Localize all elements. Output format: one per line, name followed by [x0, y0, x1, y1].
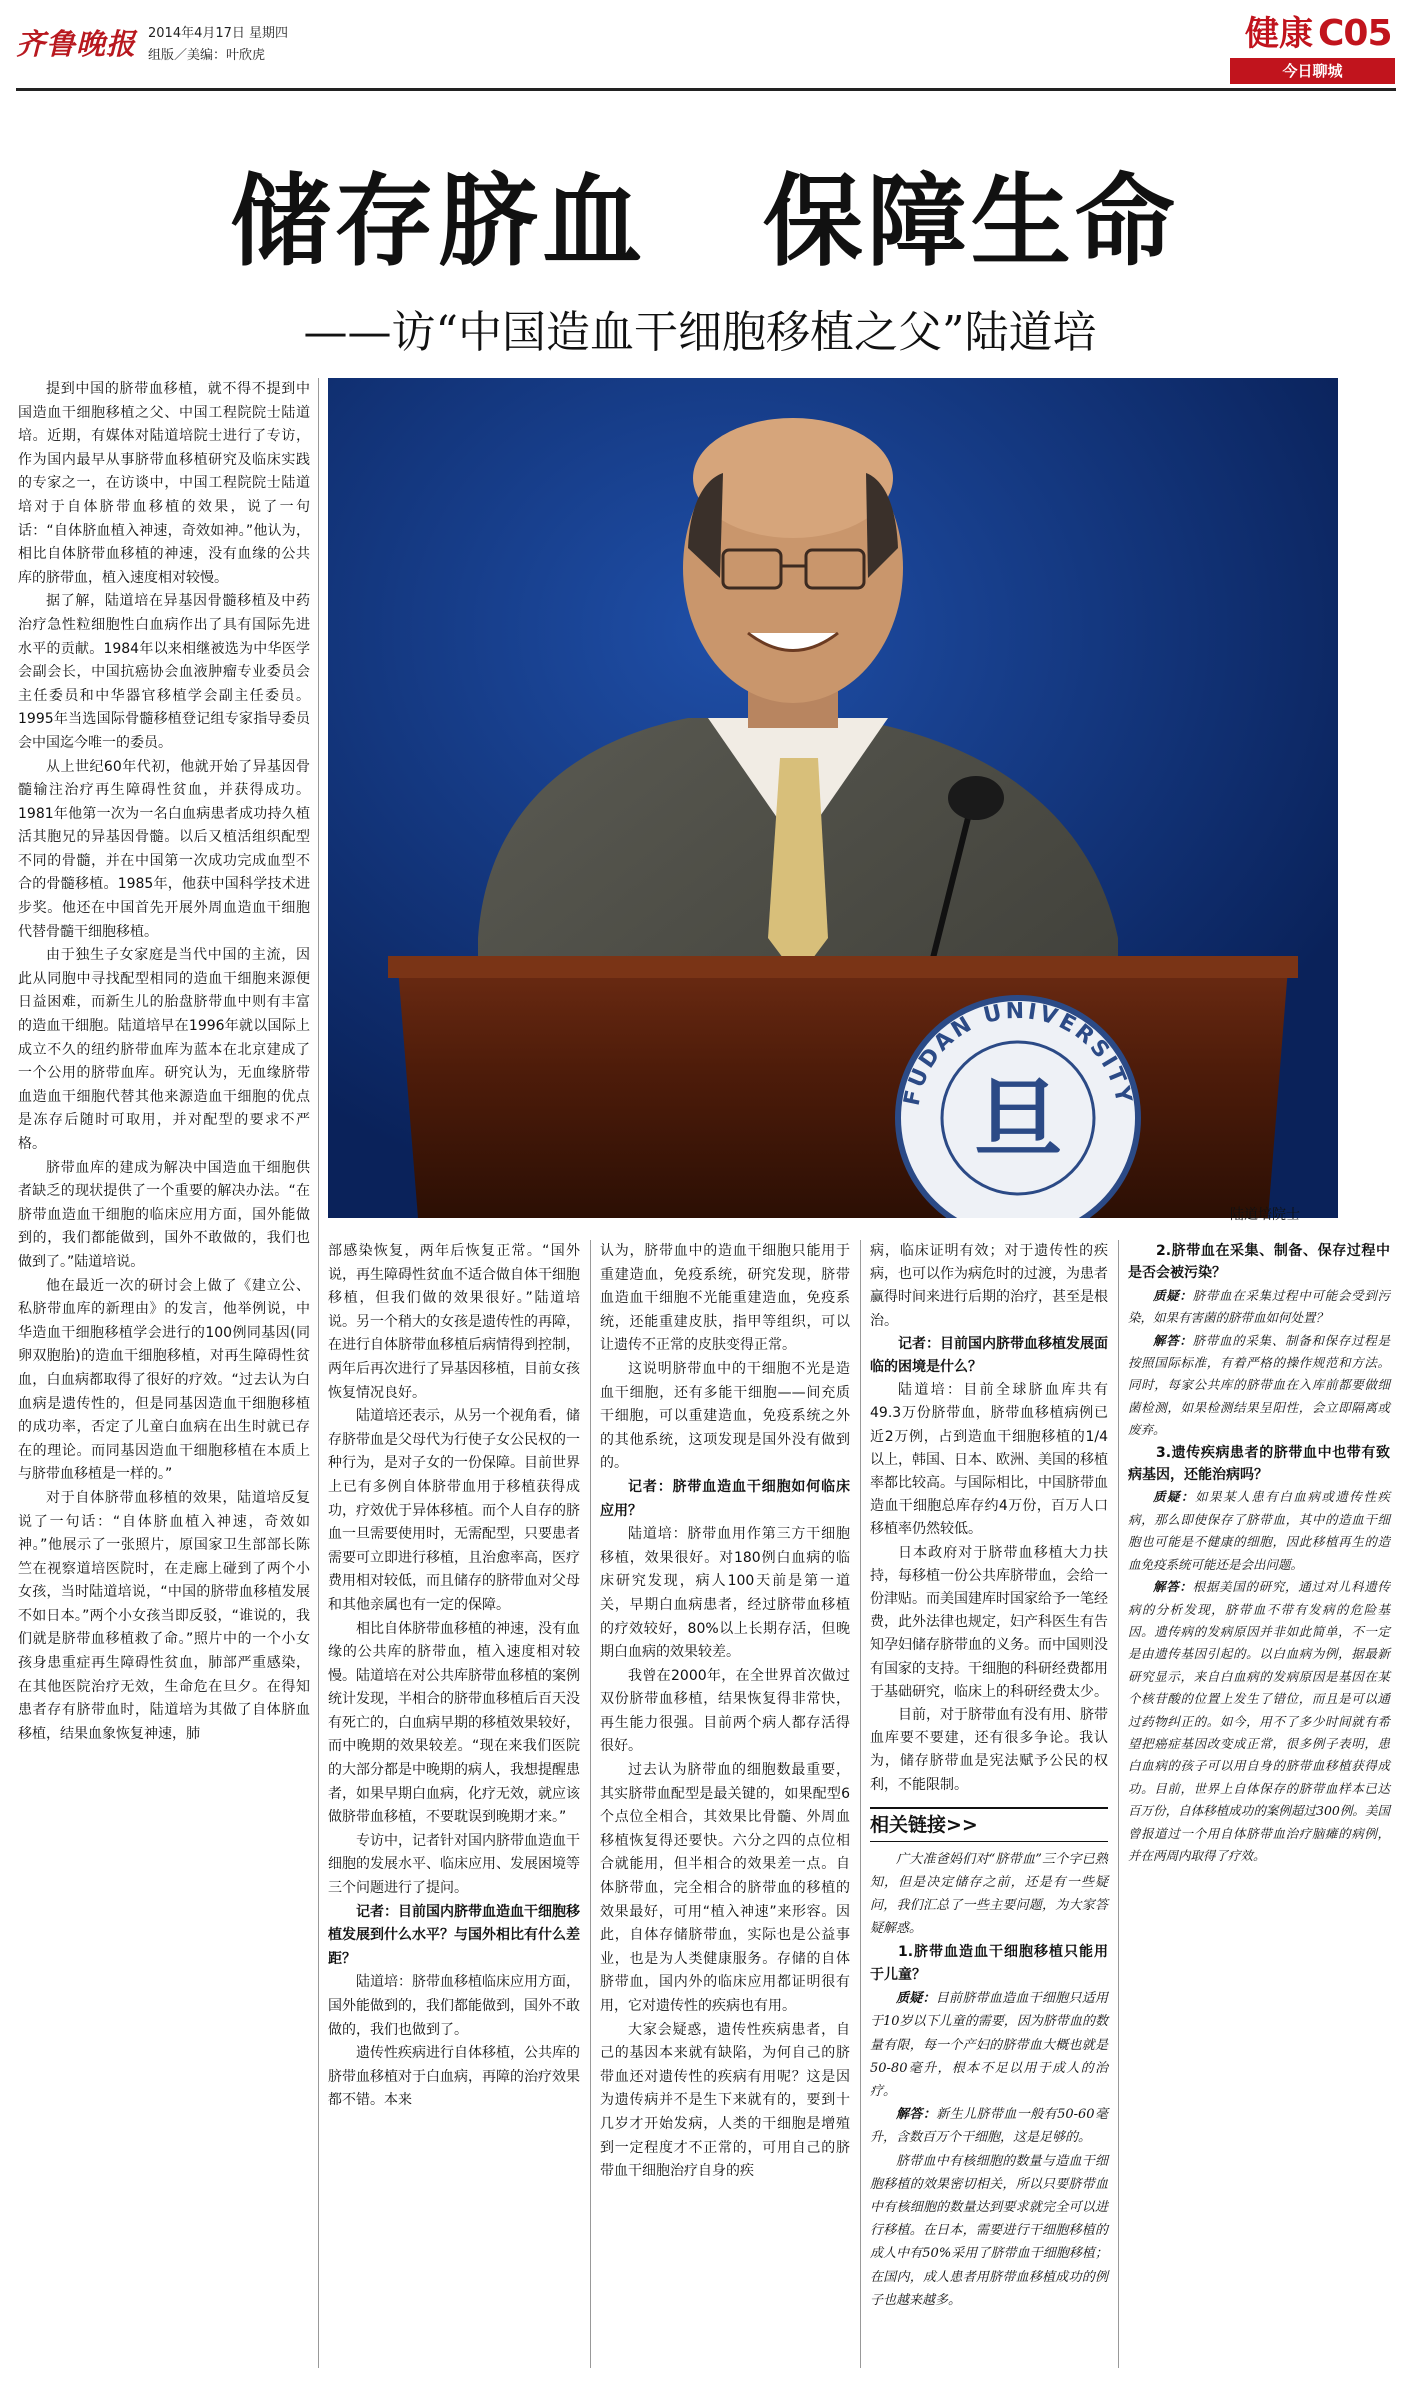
interview-question: 记者：脐带血造血干细胞如何临床应用？ [600, 1478, 850, 1519]
faq-label: 质疑： [1153, 1287, 1193, 1303]
column-divider [318, 378, 319, 2368]
paragraph: 这说明脐带血中的干细胞不光是造血干细胞，还有多能干细胞——间充质干细胞，可以重建造血，免疫系统之外的其他系统，这项发现是国外没有做到的。 [600, 1360, 850, 1472]
paragraph: 对于自体脐带血移植的效果，陆道培反复说了一句话：“自体脐血植入神速，奇效如神。”他展示了一张照片，原国家卫生部部长陈竺在视察道培医院时，在走廊上碰到了两个小女孩，当时陆道培说，“中国的脐带血移植发展不如日本。”两个小女孩当即反驳，“谁说的，我们就是脐带血移植救了命。”照片中的一个小女孩身患重症再生障碍性贫血，肺部严重感染，在其他医院治疗无效，生命危在旦夕。在得知患者存有脐带血时，陆道培为其做了自体脐血移植，结果血象恢复神速，肺 [18, 1489, 310, 1742]
seal-text: FUDAN UNIVERSITY [899, 998, 1137, 1108]
paragraph: 陆道培还表示，从另一个视角看，储存脐带血是父母代为行使子女公民权的一种行为，是对子女的一份保障。目前世界上已有多例自体脐带血用于移植获得成功，疗效优于异体移植。而个人自存的脐血一旦需要使用时，无需配型，只要患者需要可立即进行移植，且治愈率高，医疗费用相对较低，而且储存的脐带血对父母和其他亲属也有一定的保障。 [328, 1408, 580, 1613]
paragraph: 从上世纪60年代初，他就开始了异基因骨髓输注治疗再生障碍性贫血，并获得成功。1981年他第一次为一名白血病患者成功持久植活其胞兄的异基因骨髓。以后又植活组织配型不同的骨髓，并在中国第一次成功完成血型不合的骨髓移植。1985年，他获中国科学技术进步奖。他还在中国首先开展外周血造血干细胞代替骨髓干细胞移植。 [18, 758, 310, 940]
paragraph: 我曾在2000年，在全世界首次做过双份脐带血移植，结果恢复得非常快，再生能力很强。目前两个病人都存活得很好。 [600, 1667, 850, 1755]
interview-question: 记者：目前国内脐带血移植发展面临的困境是什么？ [870, 1335, 1108, 1376]
faq-text: 根据美国的研究，通过对儿科遗传病的分析发现，脐带血不带有发病的危险基因。遗传病的发病原因并非如此简单，不一定是由遗传基因引起的。以白血病为例，据最新研究显示，来自白血病的发病原因是基因在某个核苷酸的位置上发生了错位，而且是可以通过药物纠正的。如今，用不了多少时间就有希望把癌症基因改变成正常，很多例子表明，患白血病的孩子可以用自身的脐带血移植获得成功。目前，世界上自体保存的脐带血样本已达百万份，自体移植成功的案例超过300例。美国曾报道过一个用自体脐带血治疗脑瘫的病例，并在两周内取得了疗效。 [1128, 1579, 1390, 1863]
paragraph: 专访中，记者针对国内脐带血造血干细胞的发展水平、临床应用、发展困境等三个问题进行了提问。 [328, 1832, 580, 1897]
paragraph: 相比自体脐带血移植的神速，没有血缘的公共库的脐带血，植入速度相对较慢。陆道培在对公共库脐带血移植的案例统计发现，半相合的脐带血移植后百天没有死亡的，白血病早期的移植效果较好，而中晚期的效果较差。“现在来我们医院的大部分都是中晚期的病人，我想提醒患者，如果早期白血病，化疗无效，就应该做脐带血移植，不要耽误到晚期才来。” [328, 1620, 580, 1826]
faq-answer [1128, 1576, 1390, 1867]
editor-credit: 组版／美编：叶欣虎 [148, 48, 266, 63]
speaker-at-podium-illustration [328, 378, 1338, 1218]
paragraph: 病，临床证明有效；对于遗传性的疾病，也可以作为病危时的过渡，为患者赢得时间来进行后期的治疗，甚至是根治。 [870, 1243, 1108, 1329]
faq-answer [1128, 1486, 1390, 1576]
faq-text: 如果某人患有白血病或遗传性疾病，那么即使保存了脐带血，其中的造血干细胞也可能是不健康的细胞，因此移植再生的造血免疫系统可能还是会出问题。 [1128, 1489, 1390, 1572]
paragraph: 据了解，陆道培在异基因骨髓移植及中药治疗急性粒细胞性白血病作出了具有国际先进水平的贡献。1984年以来相继被选为中华医学会副会长，中国抗癌协会血液肿瘤专业委员会主任委员和中华器官移植学会副主任委员。1995年当选国际骨髓移植登记组专家指导委员会中国迄今唯一的委员。 [18, 593, 310, 751]
paragraph: 过去认为脐带血的细胞数最重要，其实脐带血配型是最关键的，如果配型6个点位全相合，其效果比骨髓、外周血移植恢复得还要快。六分之四的点位相合就能用，但半相合的效果差一点。自体脐带血，完全相合的脐带血的移植的效果最好，可用“植入神速”来形容。因此，自体存储脐带血，实际也是公益事业，也是为人类健康服务。存储的自体脐带血，国内外的临床应用都证明很有用，它对遗传性的疾病也有用。 [600, 1762, 850, 2014]
faq-label: 质疑： [1153, 1489, 1196, 1505]
faq-answer [1128, 1285, 1390, 1330]
paragraph: 由于独生子女家庭是当代中国的主流，因此从同胞中寻找配型相同的造血干细胞来源便日益困难，而新生儿的胎盘脐带血中则有丰富的造血干细胞。陆道培早在1996年就以国际上成立不久的纽约脐带血库为蓝本在北京建成了一个公用的脐带血库。研究认为，无血缘脐带血造血干细胞代替其他来源造血干细胞的优点是冻存后随时可取用，并对配型的要求不严格。 [18, 947, 310, 1152]
paragraph: 陆道培：脐带血移植临床应用方面，国外能做到的，我们都能做到，国外不敢做的，我们也做到了。 [328, 1974, 580, 2038]
faq-text: 脐带血的采集、制备和保存过程是按照国际标准，有着严格的操作规范和方法。同时，每家公共库的脐带血在入库前都要做细菌检测，如果检测结果呈阳性，会立即隔离或废弃。 [1128, 1332, 1390, 1438]
related-links-column [1128, 1240, 1390, 1867]
article-column-1 [18, 378, 310, 1746]
faq-label: 解答： [1153, 1579, 1193, 1595]
paragraph: 部感染恢复，两年后恢复正常。“国外说，再生障碍性贫血不适合做自体干细胞移植，但我们做的效果很好。”陆道培说。另一个稍大的女孩是遗传性的再障，在进行自体脐带血移植后病情得到控制，两年后再次进行了异基因移植，目前女孩恢复情况良好。 [328, 1243, 580, 1401]
related-links-title: 相关链接>> [870, 1807, 1108, 1842]
faq-question: 1.脐带血造血干细胞移植只能用于儿童？ [870, 1943, 1108, 1983]
page-number: C05 [1318, 13, 1392, 54]
subsection-label: 今日聊城 [1230, 58, 1395, 84]
faq-text: 新生儿脐带血一般有50-60毫升，含数百万个干细胞，这是足够的。 [870, 2107, 1108, 2146]
seal-character: 旦 [973, 1067, 1063, 1171]
faq-label: 解答： [896, 2107, 937, 2123]
faq-text: 脐带血在采集过程中可能会受到污染，如果有害菌的脐带血如何处置？ [1128, 1287, 1390, 1326]
paragraph: 大家会疑惑，遗传性疾病患者，自己的基因本来就有缺陷，为何自己的脐带血还对遗传性的疾病有用呢？这是因为遗传病并不是生下来就有的，要到十几岁才开始发病，人类的干细胞是增殖到一定程度才不正常的，可用自己的脐带血干细胞治疗自身的疾 [600, 2021, 850, 2180]
paragraph: 脐带血库的建成为解决中国造血干细胞供者缺乏的现状提供了一个重要的解决办法。“在脐带血造血干细胞的临床应用方面，国外能做到的，我们都能做到，国外不敢做的，我们也做到了。”陆道培说。 [18, 1159, 310, 1270]
interview-question: 记者：目前国内脐带血造血干细胞移植发展到什么水平？与国外相比有什么差距？ [328, 1903, 580, 1967]
portrait-photo [328, 378, 1338, 1218]
headline: 储存脐血 保障生命 [230, 163, 1179, 280]
column-divider [860, 1240, 861, 2368]
issue-date: 2014年4月17日 星期四 [148, 26, 289, 41]
header-rule [16, 88, 1396, 91]
faq-answer [870, 1987, 1108, 2103]
article-column-2 [328, 1240, 580, 2113]
paragraph: 陆道培：目前全球脐血库共有49.3万份脐带血，脐带血移植病例已近2万例，占到造血干细胞移植的1/4以上，韩国、日本、欧洲、美国的移植率都比较高。与国际相比，中国脐带血造血干细胞总库存约4万份，百万人口移植率仍然较低。 [870, 1382, 1108, 1538]
masthead-logo: 齐鲁晚报 [16, 27, 137, 61]
faq-answer: 脐带血中有核细胞的数量与造血干细胞移植的效果密切相关，所以只要脐带血中有核细胞的数量达到要求就完全可以进行移植。在日本，需要进行干细胞移植的成人中有50%采用了脐带血干细胞移植；在国内，成人患者用脐带血移植成功的例子也越来越多。 [870, 2153, 1108, 2308]
photo-caption: 陆道培院士 [1230, 1207, 1300, 1223]
paragraph: 日本政府对于脐带血移植大力扶持，每移植一份公共库脐带血，会给一份津贴。而美国建库时国家给予一笔经费，此外法律也规定，妇产科医生有告知孕妇储存脐带血的义务。而中国则没有国家的支持。干细胞的科研经费都用于基础研究，临床上的科研经费太少。 [870, 1544, 1108, 1700]
paragraph: 认为，脐带血中的造血干细胞只能用于重建造血，免疫系统，研究发现，脐带血造血干细胞不光能重建造血，免疫系统，还能重建皮肤，指甲等组织，可以让遗传不正常的皮肤变得正常。 [600, 1243, 850, 1354]
faq-label: 质疑： [896, 1991, 936, 2007]
subheadline: ——访“中国造血干细胞移植之父”陆道培 [303, 307, 1097, 358]
faq-answer [870, 2103, 1108, 2149]
section-title: 健康 [1245, 14, 1313, 54]
column-divider [1118, 1240, 1119, 2368]
faq-answer [1128, 1330, 1390, 1442]
related-links-intro: 广大准爸妈们对“脐带血”三个字已熟知，但是决定储存之前，还是有一些疑问，我们汇总了一些主要问题，为大家答疑解惑。 [870, 1851, 1108, 1937]
paragraph: 遗传性疾病进行自体移植，公共库的脐带血移植对于白血病，再障的治疗效果都不错。本来 [328, 2045, 580, 2109]
faq-question: 2.脐带血在采集、制备、保存过程中是否会被污染？ [1128, 1243, 1390, 1282]
paragraph: 目前，对于脐带血有没有用、脐带血库要不要建，还有很多争论。我认为，储存脐带血是宪法赋予公民的权利，不能限制。 [870, 1707, 1108, 1793]
paragraph: 他在最近一次的研讨会上做了《建立公、私脐带血库的新理由》的发言，他举例说，中华造血干细胞移植学会进行的100例同基因(同卵双胞胎)的造血干细胞移植，对再生障碍性贫血，白血病都取得了很好的疗效。“过去认为白血病是遗传性的，但是同基因造血干细胞移植的成功率，否定了儿童白血病在出生时就已存在的理论。而同基因造血干细胞移植在本质上与脐带血移植是一样的。” [18, 1277, 310, 1483]
faq-text: 目前脐带血造血干细胞只适用于10岁以下儿童的需要，因为脐带血的数量有限，每一个产妇的脐带血大概也就是50-80毫升，根本不足以用于成人的治疗。 [870, 1991, 1108, 2099]
faq-question: 3.遗传疾病患者的脐带血中也带有致病基因，还能治病吗？ [1128, 1444, 1390, 1484]
article-column-3 [600, 1240, 850, 2184]
article-column-4 [870, 1240, 1108, 2312]
paragraph: 陆道培：脐带血用作第三方干细胞移植，效果很好。对180例白血病的临床研究发现，病人100天前是第一道关，早期白血病患者，经过脐带血移植的疗效较好，80%以上长期存活，但晚期白血病的效果较差。 [600, 1526, 850, 1661]
faq-label: 解答： [1153, 1332, 1193, 1348]
column-divider [590, 1240, 591, 2368]
paragraph: 提到中国的脐带血移植，就不得不提到中国造血干细胞移植之父、中国工程院院士陆道培。近期，有媒体对陆道培院士进行了专访，作为国内最早从事脐带血移植研究及临床实践的专家之一，在访谈中，中国工程院院士陆道培对于自体脐带血移植的效果，说了一句话：“自体脐血植入神速，奇效如神。”他认为，相比自体脐带血移植的神速，没有血缘的公共库的脐带血，植入速度相对较慢。 [18, 381, 310, 586]
